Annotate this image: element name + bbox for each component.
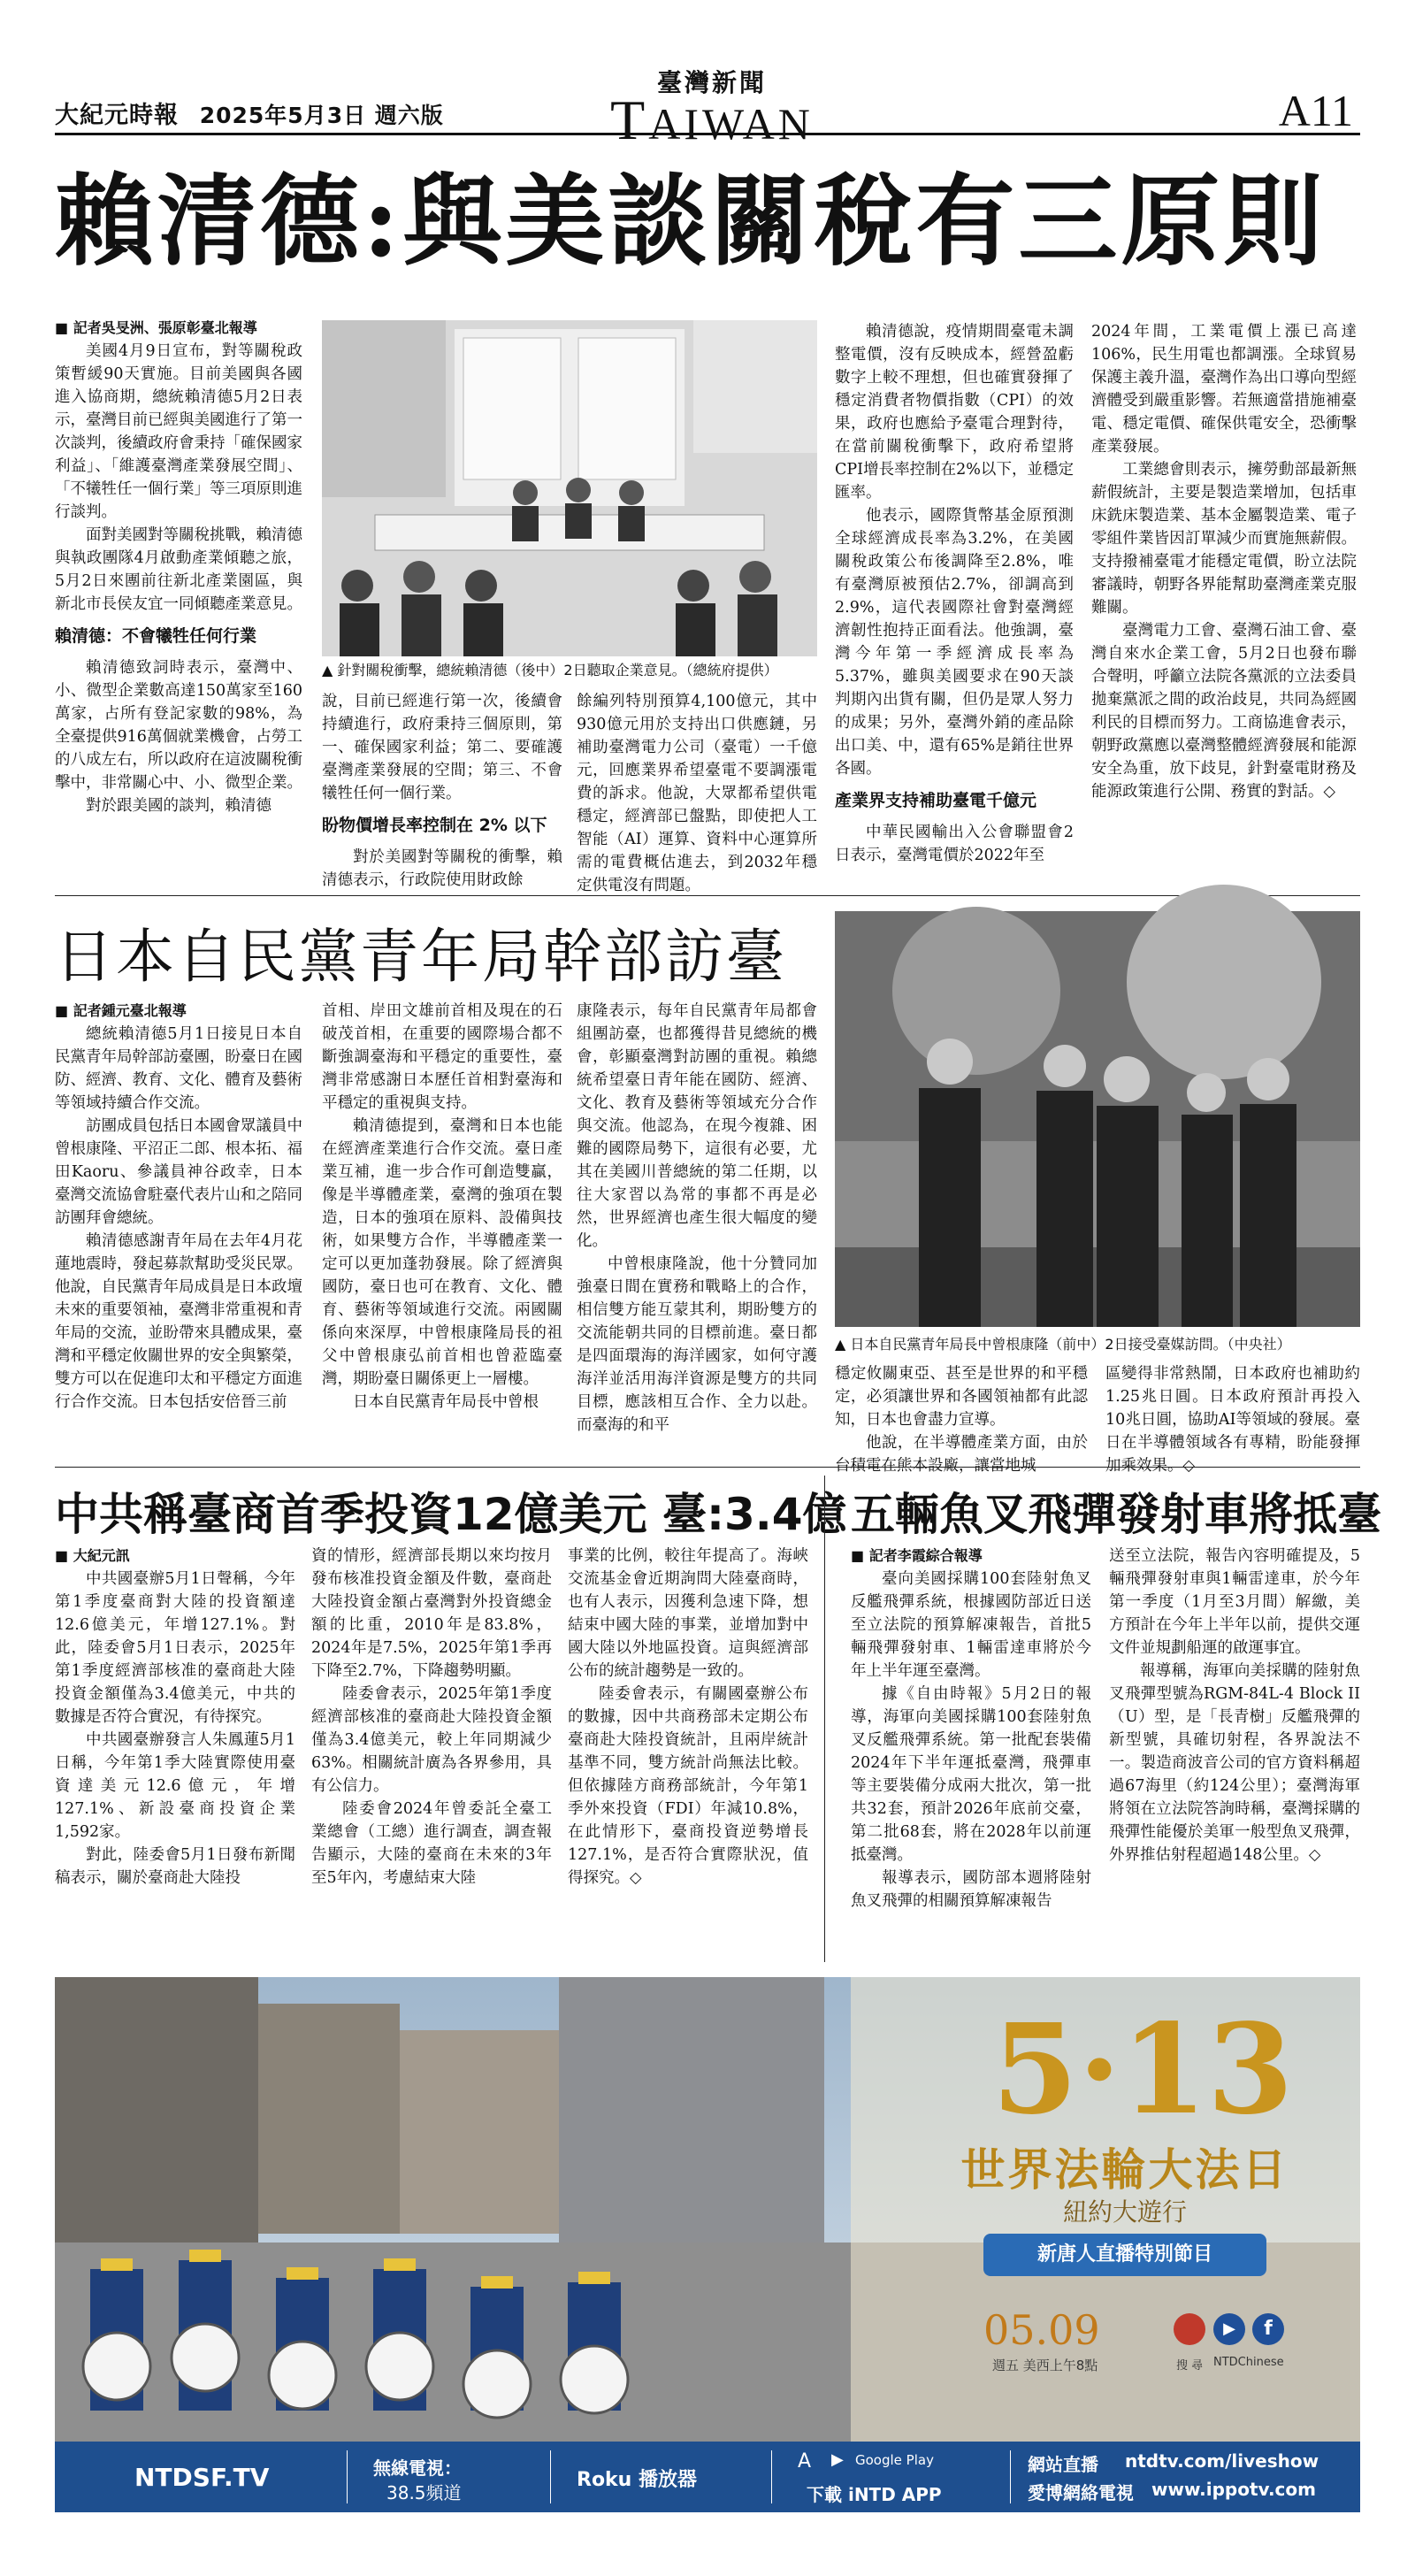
article2-paragraph: 賴清德提到，臺灣和日本也能在經濟產業進行合作交流。臺日產業互補，進一步合作可創造雙贏，像是半導體產業，臺灣的強項在製造，日本的強項在原料、設備與技術，如果雙方合作，半導體產業一定可以更加蓬勃發展。除了經濟與國防，臺日也可在教育、文化、體育、藝術等領域進行交流。兩國關係向來深厚，中曾根康隆局長的祖父中曾根康弘前首相也曾蒞臨臺灣，期盼臺日關係更上一層樓。 <box>322 1117 562 1388</box>
article1-subheading: 賴清德：不會犧牲任何行業 <box>55 626 257 646</box>
article1-col5 <box>1091 320 1357 886</box>
article4-byline: ■ 記者李霞綜合報導 <box>851 1547 983 1564</box>
article4-headline: 五輛魚叉飛彈發射車將抵臺 <box>851 1489 1381 1540</box>
event-date: 5·13 <box>991 1997 1294 2143</box>
delegation-photo-illustration <box>835 911 1360 1327</box>
section-title-zh: 臺灣新聞 <box>656 68 767 97</box>
article1-paragraph: 美國4月9日宣布，對等關稅政策暫緩90天實施。目前美國與各國進入協商期，總統賴清德5月2日表示，臺灣目前已經與美國進行了第一次談判，後續政府會秉持「確保國家利益」、「維護臺灣產業發展空間」、「不犧牲任一個行業」等三項原則進行談判。 <box>55 342 302 521</box>
article3-paragraph: 資的情形，經濟部長期以來均按月發布核准投資金額及件數，臺商赴大陸投資金額占臺灣對外投資總金額的比重，2010年是83.8%，2024年是7.5%，2025年第1季再下降至2.7%，下降趨勢明顯。 <box>311 1547 552 1680</box>
article1-col1 <box>55 317 302 883</box>
article1-subheading: 產業界支持補助臺電千億元 <box>835 791 1037 810</box>
article2-paragraph: 總統賴清德5月1日接見日本自民黨青年局幹部訪臺團，盼臺日在國防、經濟、教育、文化、體育及藝術等領域持續合作交流。 <box>55 1025 302 1112</box>
article1-paragraph: 賴清德致詞時表示，臺灣中、小、微型企業數高達150萬家至160萬家，占所有登記家數的98%，為全臺提供916萬個就業機會，占勞工的八成左右，所以政府在這波關稅衝擊中，非常關心中、小、微型企業。 <box>55 659 302 792</box>
article2-paragraph: 賴清德感謝青年局在去年4月花蓮地震時，發起募款幫助受災民眾。他說，自民黨青年局成員是日本政壇未來的重要領袖，臺灣非常重視和青年局的交流，並盼帶來具體成果，臺灣和平穩定攸關世界的安全與繁榮，雙方可以在促進印太和平穩定方面進行合作交流。日本包括安倍晉三前 <box>55 1232 302 1411</box>
section-divider <box>55 1467 1360 1468</box>
article1-paragraph: 他表示，國際貨幣基金原預測全球經濟成長率為3.2%，在美國關稅政策公布後調降至2.8%，唯有臺灣原被預估2.7%，卻調高到2.9%，這代表國際社會對臺灣經濟韌性抱持正面看法。他強調，臺灣今年第一季經濟成長率為5.37%，雖與美國要求在90天談判期內出貨有關，但仍是眾人努力的成果；另外，臺灣外銷的產品除出口美、中，還有65%是銷往世界各國。 <box>835 507 1074 778</box>
bar-divider <box>347 2450 348 2503</box>
section-divider <box>55 895 1360 896</box>
google-play-icon[interactable]: ▶ <box>831 2450 844 2469</box>
article2-col4 <box>835 1362 1088 1475</box>
article2-paragraph: 日本自民黨青年局長中曾根 <box>353 1393 539 1411</box>
page-number: A11 <box>1278 86 1353 135</box>
youtube-icon[interactable]: ▶ <box>1213 2313 1245 2345</box>
article1-paragraph: 中華民國輸出入公會聯盟會2日表示，臺灣電價於2022年至 <box>835 824 1074 864</box>
article3-col1 <box>55 1545 295 1960</box>
article2-col1 <box>55 1000 302 1456</box>
bar-divider <box>771 2450 772 2503</box>
bar-divider <box>550 2450 551 2503</box>
article3-headline: 中共稱臺商首季投資12億美元 臺:3.4億 <box>55 1489 847 1540</box>
article3-col3 <box>568 1545 808 1960</box>
article2-byline: ■ 記者鍾元臺北報導 <box>55 1002 187 1019</box>
wireless-label: 無線電視： <box>373 2457 462 2479</box>
article1-paragraph: 2024年間，工業電價上漲已高達106%，民生用電也都調漲。全球貿易保護主義升溫，臺灣作為出口導向型經濟體受到嚴重影響。若無適當措施補臺電、穩定電價、確保供電安全，恐衝擊產業發展。 <box>1091 323 1357 456</box>
article2-col3 <box>577 1000 817 1456</box>
article1-paragraph: 對於跟美國的談判，賴清德 <box>86 797 272 815</box>
article4-paragraph: 臺向美國採購100套陸射魚叉反艦飛彈系統，根據國防部近日送至立法院的預算解凍報告，首批5輛飛彈發射車、1輛雷達車將於今年上半年運至臺灣。 <box>851 1570 1091 1680</box>
article3-paragraph: 陸委會表示，2025年第1季度經濟部核准的臺商赴大陸投資金額僅為3.4億美元，較上年同期減少63%。相關統計廣為各界參用，具有公信力。 <box>311 1685 552 1795</box>
article2-headline: 日本自民黨青年局幹部訪臺 <box>55 923 787 991</box>
article1-subheading: 盼物價增長率控制在 2% 以下 <box>322 816 547 835</box>
broadcast-time: 週五 美西上午8點 <box>992 2358 1098 2373</box>
ippo-label: 愛博網絡電視 <box>1028 2482 1134 2503</box>
roku-label[interactable]: Roku 播放器 <box>577 2469 698 2491</box>
article1-photo <box>322 320 817 656</box>
article1-paragraph: 餘編列特別預算4,100億元，其中930億元用於支持出口供應鏈，另補助臺灣電力公司（臺電）一千億元，回應業界希望臺電不要調漲電費的訴求。他說，大眾都希望供電穩定，經濟部已盤點，即使把人工智能（AI）運算、資料中心運算所需的電費概估進去，到2032年穩定供電沒有問題。 <box>577 693 817 894</box>
article4-col2 <box>1109 1545 1360 1960</box>
article1-paragraph: 賴清德說，疫情期間臺電未調整電價，沒有反映成本，經營盈虧數字上較不理想，但也確實發揮了穩定消費者物價指數（CPI）的效果，政府也應給予臺電合理對待，在當前關稅衝擊下，政府希望將CPI增長率控制在2%以下，並穩定匯率。 <box>835 323 1074 502</box>
broadcast-badge: 新唐人直播特別節目 <box>983 2234 1266 2276</box>
article4-paragraph: 報導稱，海軍向美採購的陸射魚叉飛彈型號為RGM-84L-4 Block II（U）型，是「長青樹」反艦飛彈的新型號，具確切射程，各界說法不一。製造商波音公司的官方資料稱超過67海里（約124公里）；臺灣海軍將領在立法院答詢時稱，臺灣採購的飛彈性能優於美軍一般型魚叉飛彈，外界推估射程超過148公里。◇ <box>1109 1662 1360 1864</box>
article1-paragraph: 工業總會則表示，擁勞動部最新無薪假統計，主要是製造業增加，包括車床銑床製造業、基本金屬製造業、電子零組件業皆因訂單減少而實施無薪假。支持撥補臺電才能穩定電價，盼立法院審議時，朝野各界能幫助臺灣產業克服難關。 <box>1091 461 1357 617</box>
ippo-url[interactable]: www.ippotv.com <box>1151 2479 1316 2500</box>
article2-paragraph: 首相、岸田文雄前首相及現在的石破茂首相，在重要的國際場合都不斷強調臺海和平穩定的重要性，臺灣非常感謝日本歷任首相對臺海和平穩定的重視與支持。 <box>322 1002 562 1112</box>
ad-contact-bar <box>55 2442 1360 2512</box>
live-label: 網站直播 <box>1028 2454 1098 2475</box>
article1-col2 <box>322 690 562 889</box>
article3-paragraph: 中共國臺辦發言人朱鳳蓮5月1日稱，今年第1季大陸實際使用臺資達美元12.6億元，年增127.1%、新設臺商投資企業1,592家。 <box>55 1731 295 1841</box>
article1-paragraph: 對於美國對等關稅的衝擊，賴清德表示，行政院使用財政餘 <box>322 848 562 889</box>
site-link[interactable]: NTDSF.TV <box>134 2463 270 2492</box>
article4-paragraph: 送至立法院，報告內容明確提及，5輛飛彈發射車與1輛雷達車，於今年第一季度（1月至3月間）解繳，美方預計在今年上半年以前，提供交運文件並規劃船運的啟運事宜。 <box>1109 1547 1360 1657</box>
channel-handle: NTDChinese <box>1213 2356 1284 2369</box>
article2-photo <box>835 911 1360 1327</box>
article2-col2 <box>322 1000 562 1456</box>
paper-name: 大紀元時報 <box>55 102 179 129</box>
globe-logo-icon <box>1174 2313 1205 2345</box>
article1-paragraph: 說，目前已經進行第一次，後續會持續進行，政府秉持三個原則，第一、確保國家利益；第二、要確護臺灣產業發展的空間；第三、不會犧牲任何一個行業。 <box>322 693 562 802</box>
meeting-photo-illustration <box>322 320 817 656</box>
article1-col4 <box>835 320 1074 886</box>
masthead-rule <box>55 133 1360 135</box>
section-title-en: TAIWAN <box>610 88 814 151</box>
article3-paragraph: 陸委會2024年曾委託全臺工業總會（工總）進行調查，調查報告顯示，大陸的臺商在未來的3年至5年內，考慮結束大陸 <box>311 1800 552 1887</box>
bar-divider <box>1010 2450 1011 2503</box>
issue-date: 2025年5月3日 週六版 <box>199 103 444 128</box>
article4-paragraph: 據《自由時報》5月2日的報導，海軍向美國採購100套陸射魚叉反艦飛彈系統。第一批配套裝備2024年下半年運抵臺灣，飛彈車等主要裝備分成兩大批次，第一批共32套，預計2026年底前交臺，第二批68套，將在2028年以前運抵臺灣。 <box>851 1685 1091 1864</box>
column-divider <box>824 1476 825 1962</box>
app-download-label[interactable]: 下載 iNTD APP <box>807 2484 942 2505</box>
article2-paragraph: 中曾根康隆說，他十分贊同加強臺日間在實務和戰略上的合作，相信雙方能互蒙其利，期盼雙方的交流能朝共同的目標前進。臺日都是四面環海的海洋國家，如何守護海洋並活用海洋資源是雙方的共同目標，應該相互合作、全力以赴。而臺海的和平 <box>577 1255 817 1434</box>
event-title: 世界法輪大法日 <box>960 2144 1289 2196</box>
google-play-label[interactable]: Google Play <box>855 2452 934 2468</box>
article2-col5 <box>1105 1362 1360 1475</box>
article3-col2 <box>311 1545 552 1960</box>
masthead-left <box>55 96 444 130</box>
article2-paragraph: 康隆表示，每年自民黨青年局都會組團訪臺，也都獲得昔見總統的機會，彰顯臺灣對訪團的重視。賴總統希望臺日青年能在國防、經濟、文化、教育及藝術等領域充分合作與交流。他認為，在現今複雜、困難的國際局勢下，這很有必要，尤其在美國川普總統的第二任期，以往大家習以為常的事都不再是必然，世界經濟也產生很大幅度的變化。 <box>577 1002 817 1250</box>
apple-icon[interactable]: A <box>798 2450 812 2472</box>
facebook-icon[interactable]: f <box>1252 2313 1284 2345</box>
search-label: 搜 尋 <box>1176 2359 1204 2373</box>
article3-paragraph: 陸委會表示，有關國臺辦公布的數據，因中共商務部未定期公布臺商赴大陸投資統計，且兩岸統計基準不同，雙方統計尚無法比較。但依據陸方商務部統計，今年第1季外來投資（FDI）年減10.8%，在此情形下，臺商投資逆勢增長127.1%，是否符合實際狀況，值得探究。◇ <box>568 1685 808 1887</box>
live-url[interactable]: ntdtv.com/liveshow <box>1125 2450 1319 2472</box>
article2-paragraph: 穩定攸關東亞、甚至是世界的和平穩定，必須讓世界和各國領袖都有此認知，日本也會盡力宣導。 <box>835 1365 1088 1429</box>
article3-paragraph: 對此，陸委會5月1日發布新聞稿表示，關於臺商赴大陸投 <box>55 1846 295 1887</box>
article1-byline: ■ 記者吳旻洲、張原彰臺北報導 <box>55 319 257 336</box>
parade-advertisement[interactable] <box>55 1977 1360 2512</box>
article4-col1 <box>851 1545 1091 1960</box>
main-headline: 賴清德:與美談關稅有三原則 <box>55 164 1327 280</box>
article3-byline: ■ 大紀元訊 <box>55 1547 130 1564</box>
article2-photo-caption: ▲ 日本自民黨青年局長中曾根康隆（前中）2日接受臺媒訪問。（中央社） <box>835 1336 1291 1353</box>
article3-paragraph: 事業的比例，較往年提高了。海峽交流基金會近期詢問大陸臺商時，也有人表示，因獲利急速下降，想結束中國大陸的事業，並增加對中國大陸以外地區投資。這與經濟部公布的統計趨勢是一致的。 <box>568 1547 808 1680</box>
article1-paragraph: 面對美國對等關稅挑戰，賴清德與執政團隊4月啟動產業傾聽之旅，5月2日來團前往新北產業園區，與新北市長侯友宜一同傾聽產業意見。 <box>55 526 302 613</box>
article2-paragraph: 他說，在半導體產業方面，由於台積電在熊本設廠，讓當地城 <box>835 1434 1088 1475</box>
broadcast-date: 05.09 <box>983 2306 1100 2354</box>
article1-col3 <box>577 690 817 894</box>
article1-photo-caption: ▲ 針對關稅衝擊，總統賴清德（後中）2日聽取企業意見。（總統府提供） <box>322 662 778 678</box>
article3-paragraph: 中共國臺辦5月1日聲稱，今年第1季度臺商對大陸的投資額達12.6億美元，年增127.1%。對此，陸委會5月1日表示，2025年第1季度經濟部核准的臺商赴大陸投資金額僅為3.4億美元，中共的數據是否符合實況，有待探究。 <box>55 1570 295 1726</box>
article1-paragraph: 臺灣電力工會、臺灣石油工會、臺灣自來水企業工會，5月2日也發布聯合聲明，呼籲立法院各黨派的立法委員拋棄黨派之間的政治歧見，共同為經國利民的目標而努力。工商協進會表示，朝野政黨應以臺灣整體經濟發展和能源安全為重，放下歧見，針對臺電財務及能源政策進行公開、務實的對話。◇ <box>1091 622 1357 801</box>
article2-paragraph: 訪團成員包括日本國會眾議員中曾根康隆、平沼正二郎、根本拓、福田Kaoru、參議員神谷政幸，日本臺灣交流協會駐臺代表片山和之陪同訪團拜會總統。 <box>55 1117 302 1227</box>
wireless-channel: 38.5頻道 <box>386 2482 462 2503</box>
event-subtitle: 紐約大遊行 <box>1062 2197 1187 2227</box>
article4-paragraph: 報導表示，國防部本週將陸射魚叉飛彈的相關預算解凍報告 <box>851 1869 1091 1910</box>
article2-paragraph: 區變得非常熱鬧，日本政府也補助約1.25兆日圓。日本政府預計再投入10兆日圓，協助AI等領域的發展。臺日在半導體領域各有專精，盼能發揮加乘效果。◇ <box>1105 1365 1360 1475</box>
